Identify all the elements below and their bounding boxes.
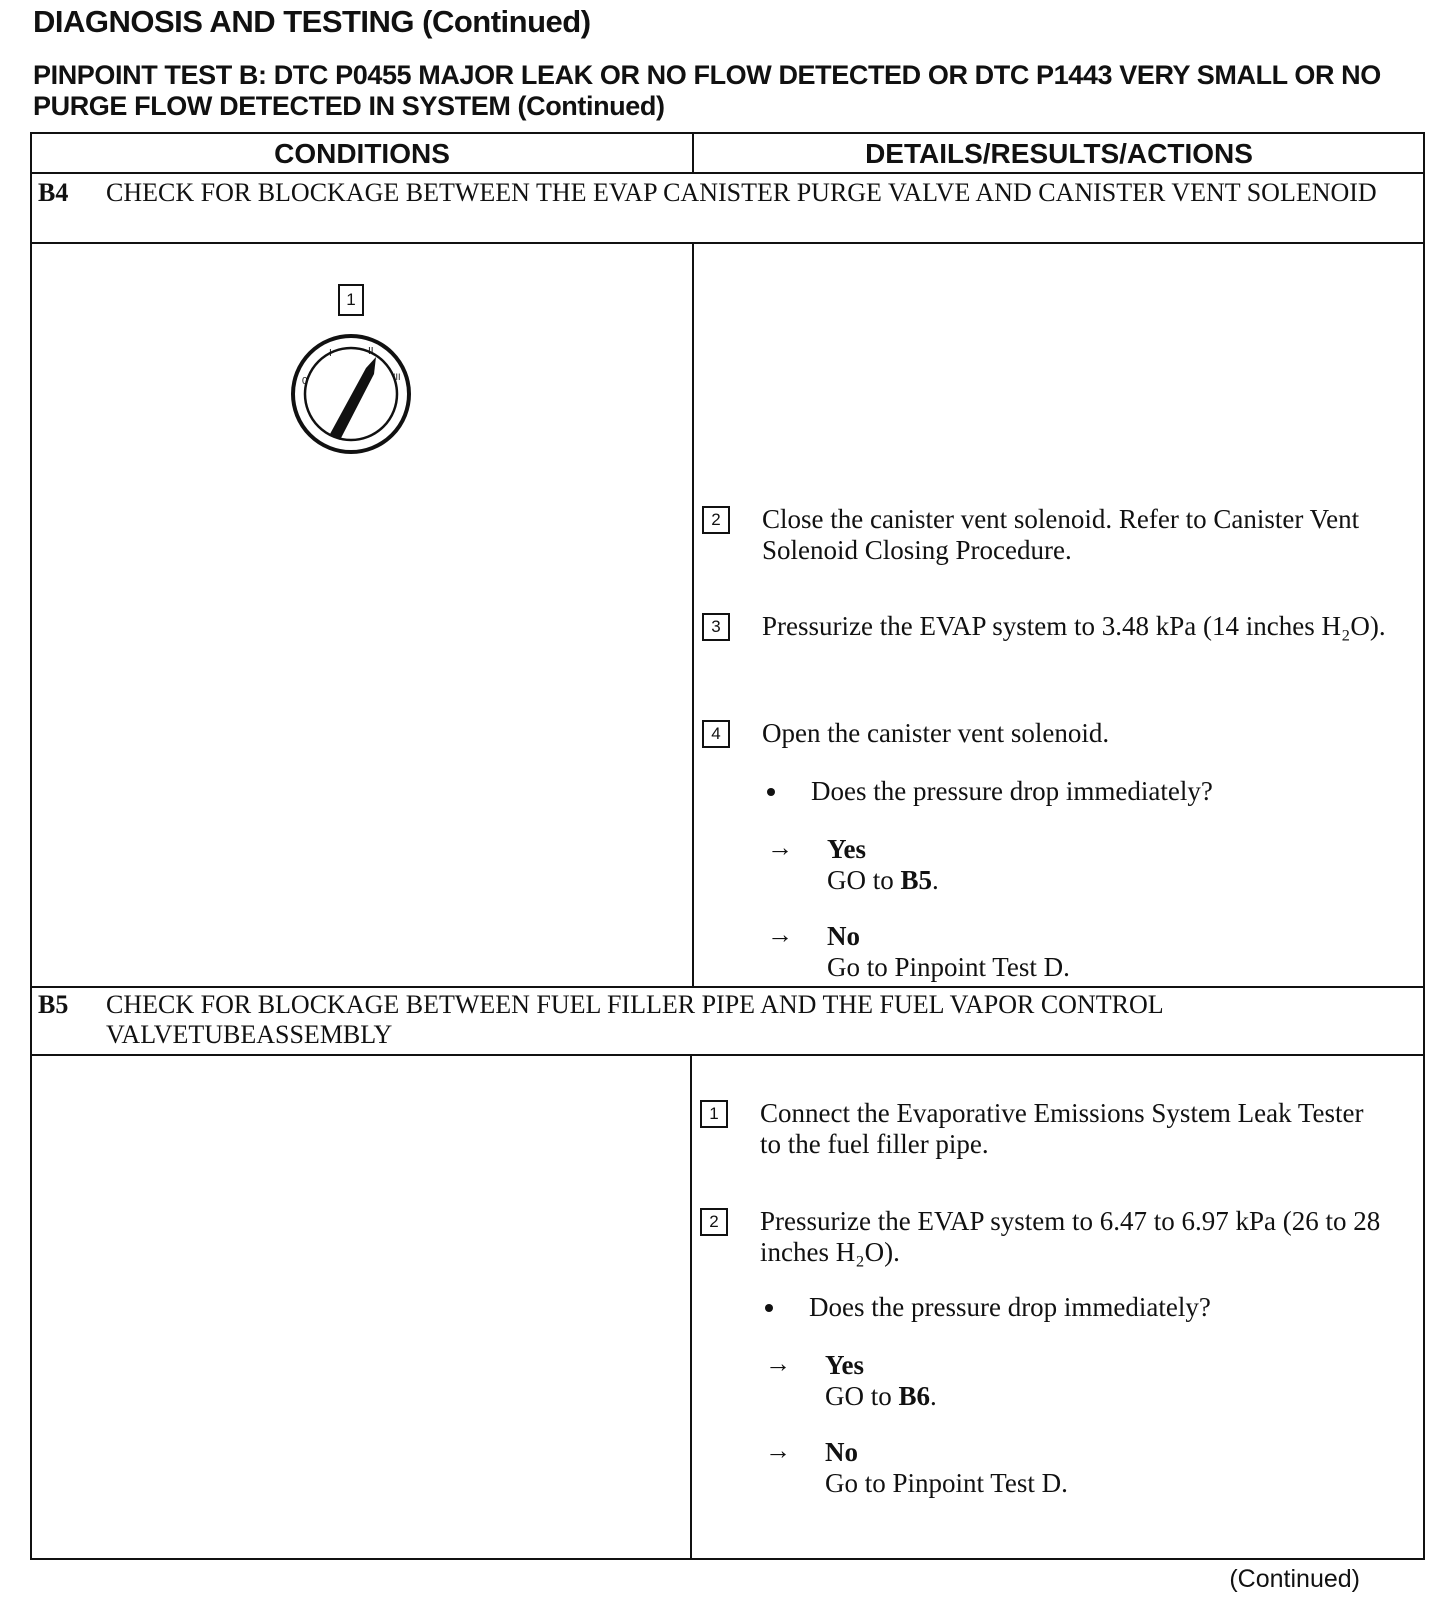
divider (32, 986, 1423, 988)
answer-action: GO to (827, 865, 901, 895)
pinpoint-test-subtitle: PINPOINT TEST B: DTC P0455 MAJOR LEAK OR NO FLOW DETECTED OR DTC P1443 VERY SMALL OR NO PURGE FLOW DETECTED IN SYSTEM (Continued) (33, 60, 1381, 121)
question (767, 776, 1367, 810)
divider (692, 242, 694, 986)
pinpoint-test-d-link[interactable]: Go to Pinpoint Test D. (825, 1468, 1068, 1498)
arrow-right-icon: → (765, 1436, 791, 1465)
divider (32, 1054, 1423, 1056)
pinpoint-test-table (30, 132, 1425, 1560)
divider (692, 134, 694, 172)
column-header-conditions: CONDITIONS (274, 138, 450, 169)
answer-action-suffix: . (932, 865, 939, 895)
answer-label: No (825, 1437, 858, 1467)
step-instruction: Pressurize the EVAP system to 3.48 kPa (14 inches H₂O). (762, 611, 1386, 641)
step-number-badge: 1 (700, 1100, 728, 1128)
divider (32, 172, 1423, 174)
step-number-badge: 2 (702, 506, 730, 534)
answer-yes (765, 1350, 1365, 1414)
step-id: B4 (38, 178, 69, 207)
step-instruction: Close the canister vent solenoid. Refer to Canister Vent Solenoid Closing Procedure. (762, 504, 1360, 565)
pinpoint-test-d-link[interactable]: Go to Pinpoint Test D. (827, 952, 1070, 982)
bullet-icon (767, 788, 775, 796)
step-number-badge: 4 (702, 720, 730, 748)
step-number-badge: 1 (338, 284, 364, 316)
step-link-b6[interactable]: B6 (898, 1381, 931, 1411)
key-position-3: III (393, 372, 401, 382)
arrow-right-icon: → (767, 920, 793, 949)
step-title: CHECK FOR BLOCKAGE BETWEEN FUEL FILLER PIPE AND THE FUEL VAPOR CONTROL VALVETUBEASSEMBLY (106, 990, 1163, 1049)
step-title: CHECK FOR BLOCKAGE BETWEEN THE EVAP CANISTER PURGE VALVE AND CANISTER VENT SOLENOID (106, 178, 1377, 207)
arrow-right-icon: → (767, 833, 793, 862)
continued-footer: (Continued) (1229, 1565, 1360, 1593)
answer-no (765, 1437, 1365, 1501)
answer-label: No (827, 921, 860, 951)
step-instruction: Open the canister vent solenoid. (762, 718, 1110, 748)
question (765, 1292, 1365, 1326)
divider (32, 242, 1423, 244)
page-title: DIAGNOSIS AND TESTING (Continued) (33, 4, 591, 39)
answer-action-suffix: . (930, 1381, 937, 1411)
arrow-right-icon: → (765, 1349, 791, 1378)
question-text: Does the pressure drop immediately? (811, 776, 1213, 806)
question-text: Does the pressure drop immediately? (809, 1292, 1211, 1322)
answer-no (767, 921, 1367, 985)
key-position-2: II (368, 346, 374, 357)
answer-label: Yes (827, 834, 866, 864)
step-link-b5[interactable]: B5 (900, 865, 933, 895)
step-instruction: Pressurize the EVAP system to 6.47 to 6.97 kPa (26 to 28 inches H₂O). (760, 1206, 1381, 1267)
column-header-details: DETAILS/RESULTS/ACTIONS (865, 138, 1253, 169)
key-position-1: I (329, 348, 332, 359)
divider (690, 1054, 692, 1560)
answer-action: GO to (825, 1381, 899, 1411)
answer-label: Yes (825, 1350, 864, 1380)
step-instruction: Connect the Evaporative Emissions System Leak Tester to the fuel filler pipe. (760, 1098, 1364, 1159)
ignition-key-icon (288, 332, 418, 472)
key-position-0: 0 (302, 376, 308, 387)
answer-yes (767, 834, 1367, 898)
step-number-badge: 2 (700, 1208, 728, 1236)
bullet-icon (765, 1304, 773, 1312)
step-number-badge: 3 (702, 613, 730, 641)
step-id: B5 (38, 990, 69, 1019)
